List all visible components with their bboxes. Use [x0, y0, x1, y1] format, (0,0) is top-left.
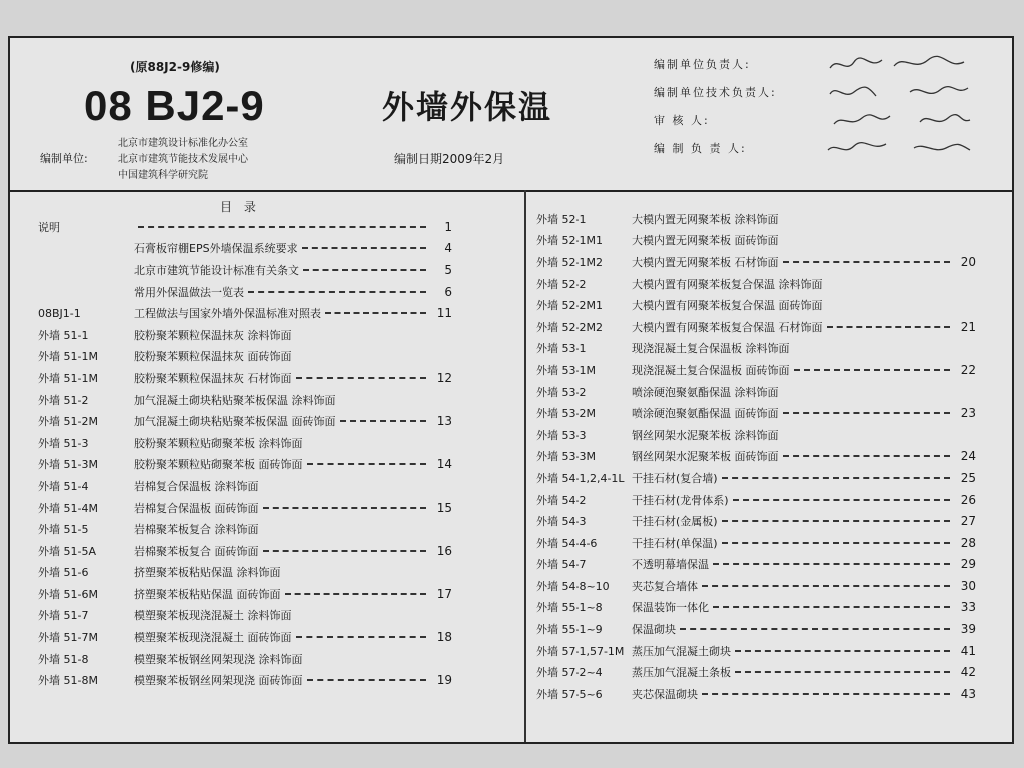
toc-entry-code: 外墙 57-2~4: [536, 666, 603, 680]
compiling-unit-label: 编制单位:: [40, 152, 88, 165]
toc-entry-name: 模塑聚苯板现浇混凝土 面砖饰面: [134, 631, 292, 645]
toc-entry: [38, 367, 452, 389]
toc-entry-code: 外墙 52-2M2: [536, 320, 603, 334]
toc-entry-name: 干挂石材(龙骨体系): [632, 493, 729, 507]
toc-entry-name: 钢丝网架水泥聚苯板 面砖饰面: [632, 450, 779, 464]
toc-entry: [536, 208, 976, 230]
toc-entry-page: 43: [960, 686, 976, 701]
title-block: [10, 38, 1012, 192]
toc-entry-name: 不透明幕墙保温: [632, 558, 709, 572]
dot-leader: [827, 326, 951, 328]
toc-entry: [536, 273, 976, 295]
toc-entry-name: 模塑聚苯板现浇混凝土 涂料饰面: [134, 609, 292, 623]
toc-entry-page: 24: [960, 449, 976, 464]
toc-entry-name: 大模内置无网聚苯板 涂料饰面: [632, 212, 779, 226]
toc-entry-page: 17: [436, 586, 452, 601]
toc-entry-name: 保温装饰一体化: [632, 601, 709, 615]
toc-entry-code: 外墙 51-3: [38, 436, 89, 450]
toc-entry-code: 外墙 57-5~6: [536, 687, 603, 701]
toc-entry-page: 16: [436, 543, 452, 558]
toc-entry: [38, 432, 452, 454]
toc-entry: [38, 238, 452, 260]
toc-entry-name: 干挂石材(金属板): [632, 515, 718, 529]
toc-entry-page: 15: [436, 500, 452, 515]
dot-leader: [296, 377, 427, 379]
toc-entry-page: 18: [436, 630, 452, 645]
toc-entry-code: 外墙 52-1M1: [536, 234, 603, 248]
toc-entry: [536, 510, 976, 532]
toc-entry-code: 外墙 51-6M: [38, 587, 98, 601]
signature-block: [654, 50, 994, 162]
toc-entry: [38, 518, 452, 540]
toc-entry-name: 石膏板帘棚EPS外墙保温系统要求: [134, 242, 298, 256]
toc-entry: [536, 446, 976, 468]
dot-leader: [702, 693, 950, 695]
toc-entry: [38, 302, 452, 324]
toc-entry-name: 蒸压加气混凝土砌块: [632, 644, 731, 658]
toc-entry-page: 12: [436, 370, 452, 385]
toc-entry-code: 外墙 51-1M: [38, 350, 98, 364]
toc-entry-name: 夹芯保温砌块: [632, 687, 698, 701]
dot-leader: [680, 628, 950, 630]
toc-entry-code: 外墙 54-1,2,4-1L: [536, 471, 625, 485]
toc-entry-code: 外墙 51-3M: [38, 458, 98, 472]
dot-leader: [263, 507, 427, 509]
toc-entry-code: 外墙 51-2: [38, 393, 89, 407]
toc-entry-name: 加气混凝土砌块粘贴聚苯板保温 面砖饰面: [134, 415, 336, 429]
toc-entry: [536, 316, 976, 338]
toc-entry-name: 胶粉聚苯颗粒贴砌聚苯板 涂料饰面: [134, 436, 303, 450]
toc-entry-code: 外墙 51-5: [38, 523, 89, 537]
toc-entry-name: 挤塑聚苯板粘贴保温 面砖饰面: [134, 587, 281, 601]
toc-entry-page: 41: [960, 643, 976, 658]
signature-role: 编制单位负责人:: [654, 58, 751, 71]
toc-entry: [38, 605, 452, 627]
toc-entry-code: 外墙 51-1M: [38, 371, 98, 385]
toc-entry: [536, 359, 976, 381]
toc-entry-name: 喷涂硬泡聚氨酯保温 面砖饰面: [632, 407, 779, 421]
toc-entry: [38, 669, 452, 691]
toc-entry-name: 大模内置无网聚苯板 面砖饰面: [632, 234, 779, 248]
toc-entry-page: 14: [436, 457, 452, 472]
toc-entry: [536, 575, 976, 597]
toc-entry: [38, 346, 452, 368]
toc-entry-name: 加气混凝土砌块粘贴聚苯板保温 涂料饰面: [134, 393, 336, 407]
toc-right-column: [536, 208, 976, 705]
toc-entry-page: 28: [960, 535, 976, 550]
toc-entry: [38, 648, 452, 670]
toc-entry: [38, 410, 452, 432]
toc-entry-page: 23: [960, 406, 976, 421]
toc-entry-page: 39: [960, 622, 976, 637]
toc-entry-code: 外墙 53-2M: [536, 407, 596, 421]
toc-left-column: [38, 216, 452, 691]
handwritten-signature: [824, 52, 974, 76]
toc-entry: [38, 281, 452, 303]
toc-entry: [536, 402, 976, 424]
toc-entry-name: 大模内置有网聚苯板复合保温 面砖饰面: [632, 299, 823, 313]
dot-leader: [138, 226, 426, 228]
handwritten-signature: [824, 80, 974, 104]
dot-leader: [794, 369, 951, 371]
toc-entry-name: 模塑聚苯板钢丝网架现浇 涂料饰面: [134, 652, 303, 666]
toc-entry-code: 外墙 53-1M: [536, 363, 596, 377]
document-title: 外墙外保温: [382, 88, 553, 126]
toc-entry-page: 22: [960, 362, 976, 377]
compile-date: 编制日期2009年2月: [394, 152, 505, 166]
toc-entry: [38, 216, 452, 238]
dot-leader: [307, 463, 427, 465]
toc-entry-name: 胶粉聚苯颗粒保温抹灰 面砖饰面: [134, 350, 292, 364]
toc-entry-page: 19: [436, 673, 452, 688]
toc-entry: [536, 338, 976, 360]
toc-entry-name: 模塑聚苯板钢丝网架现浇 面砖饰面: [134, 674, 303, 688]
dot-leader: [302, 247, 426, 249]
signature-role: 编 制 负 责 人:: [654, 142, 747, 155]
signature-role: 审 核 人:: [654, 114, 710, 127]
toc-entry: [38, 324, 452, 346]
toc-entry-code: 外墙 55-1~9: [536, 623, 603, 637]
toc-entry-code: 外墙 54-2: [536, 493, 587, 507]
toc-entry: [536, 294, 976, 316]
compiling-unit: 北京市建筑设计标准化办公室: [118, 138, 248, 149]
dot-leader: [248, 291, 426, 293]
toc-entry-code: 外墙 52-2: [536, 277, 587, 291]
toc-entry-page: 30: [960, 578, 976, 593]
toc-entry: [38, 626, 452, 648]
table-of-contents: [10, 190, 1012, 742]
toc-entry-name: 岩棉聚苯板复合 面砖饰面: [134, 544, 259, 558]
toc-entry-page: 21: [960, 319, 976, 334]
signature-role: 编制单位技术负责人:: [654, 86, 777, 99]
toc-entry: [536, 532, 976, 554]
toc-entry-page: 5: [444, 262, 452, 277]
toc-entry-code: 外墙 51-7: [38, 609, 89, 623]
toc-entry: [38, 583, 452, 605]
toc-entry: [536, 554, 976, 576]
toc-entry: [536, 381, 976, 403]
handwritten-signature: [824, 136, 974, 160]
dot-leader: [783, 261, 951, 263]
toc-entry-page: 42: [960, 665, 976, 680]
toc-entry-code: 外墙 52-1: [536, 212, 587, 226]
toc-entry-page: 29: [960, 557, 976, 572]
toc-heading: 目 录: [220, 200, 260, 214]
dot-leader: [722, 542, 950, 544]
toc-entry-page: 26: [960, 492, 976, 507]
toc-entry-name: 胶粉聚苯颗粒保温抹灰 涂料饰面: [134, 328, 292, 342]
toc-entry-code: 外墙 54-4-6: [536, 536, 598, 550]
toc-entry-code: 外墙 51-2M: [38, 415, 98, 429]
dot-leader: [713, 606, 950, 608]
toc-entry-name: 干挂石材(单保温): [632, 536, 718, 550]
toc-entry-name: 现浇混凝土复合保温板 涂料饰面: [632, 342, 790, 356]
toc-entry: [536, 467, 976, 489]
toc-entry-name: 现浇混凝土复合保温板 面砖饰面: [632, 363, 790, 377]
toc-entry-name: 钢丝网架水泥聚苯板 涂料饰面: [632, 428, 779, 442]
toc-entry: [38, 497, 452, 519]
column-divider: [524, 190, 526, 742]
toc-entry-page: 13: [436, 414, 452, 429]
toc-entry-name: 工程做法与国家外墙外保温标准对照表: [134, 307, 321, 321]
toc-entry: [536, 640, 976, 662]
toc-entry-page: 6: [444, 284, 452, 299]
compiling-unit: 北京市建筑节能技术发展中心: [118, 154, 248, 165]
toc-entry-code: 外墙 51-4M: [38, 501, 98, 515]
toc-entry-name: 挤塑聚苯板粘贴保温 涂料饰面: [134, 566, 281, 580]
compiling-units: [118, 136, 248, 184]
toc-entry-code: 外墙 51-8M: [38, 674, 98, 688]
toc-entry-name: 夹芯复合墙体: [632, 579, 698, 593]
toc-entry-name: 岩棉复合保温板 面砖饰面: [134, 501, 259, 515]
toc-entry-page: 20: [960, 254, 976, 269]
toc-entry-code: 外墙 54-7: [536, 558, 587, 572]
toc-entry-page: 33: [960, 600, 976, 615]
toc-entry: [536, 424, 976, 446]
toc-entry-name: 大模内置有网聚苯板复合保温 涂料饰面: [632, 277, 823, 291]
signature-row: [654, 50, 994, 78]
toc-entry-name: 胶粉聚苯颗粒贴砌聚苯板 面砖饰面: [134, 458, 303, 472]
dot-leader: [713, 563, 950, 565]
toc-entry: [536, 597, 976, 619]
toc-entry-name: 北京市建筑节能设计标准有关条文: [134, 263, 299, 277]
dot-leader: [307, 679, 427, 681]
document-sheet: [8, 36, 1014, 744]
toc-entry: [38, 540, 452, 562]
atlas-code: 08 BJ2-9: [84, 82, 265, 129]
toc-entry: [536, 251, 976, 273]
dot-leader: [722, 477, 950, 479]
handwritten-signature: [824, 108, 974, 132]
toc-entry-name: 岩棉复合保温板 涂料饰面: [134, 479, 259, 493]
toc-entry-name: 胶粉聚苯颗粒保温抹灰 石材饰面: [134, 371, 292, 385]
toc-entry-code: 说明: [38, 220, 60, 234]
toc-entry-name: 保温砌块: [632, 623, 676, 637]
toc-entry-name: 常用外保温做法一览表: [134, 285, 244, 299]
toc-entry: [536, 618, 976, 640]
toc-entry-code: 外墙 51-8: [38, 652, 89, 666]
toc-entry-code: 外墙 51-4: [38, 479, 89, 493]
dot-leader: [735, 650, 950, 652]
toc-entry-code: 外墙 54-3: [536, 515, 587, 529]
toc-entry-code: 外墙 51-1: [38, 328, 89, 342]
dot-leader: [285, 593, 427, 595]
dot-leader: [263, 550, 427, 552]
toc-entry: [536, 683, 976, 705]
dot-leader: [735, 671, 950, 673]
dot-leader: [722, 520, 950, 522]
toc-entry-name: 蒸压加气混凝土条板: [632, 666, 731, 680]
toc-entry-code: 外墙 52-2M1: [536, 299, 603, 313]
dot-leader: [783, 412, 951, 414]
toc-entry-code: 外墙 53-3M: [536, 450, 596, 464]
toc-entry-page: 11: [436, 306, 452, 321]
dot-leader: [296, 636, 427, 638]
toc-entry-code: 外墙 51-6: [38, 566, 89, 580]
dot-leader: [702, 585, 950, 587]
dot-leader: [303, 269, 426, 271]
toc-entry-name: 干挂石材(复合墙): [632, 471, 718, 485]
original-code: (原88J2-9修编): [130, 60, 220, 74]
signature-row: [654, 78, 994, 106]
dot-leader: [340, 420, 427, 422]
signature-row: [654, 106, 994, 134]
dot-leader: [733, 499, 950, 501]
toc-entry-code: 外墙 55-1~8: [536, 601, 603, 615]
compiling-unit: 中国建筑科学研究院: [118, 170, 208, 181]
toc-entry: [536, 661, 976, 683]
toc-entry: [38, 475, 452, 497]
toc-entry-code: 外墙 53-3: [536, 428, 587, 442]
dot-leader: [325, 312, 426, 314]
toc-entry-name: 喷涂硬泡聚氨酯保温 涂料饰面: [632, 385, 779, 399]
toc-entry: [536, 230, 976, 252]
toc-entry: [38, 454, 452, 476]
toc-entry-page: 25: [960, 470, 976, 485]
toc-entry-name: 大模内置无网聚苯板 石材饰面: [632, 255, 779, 269]
toc-entry: [38, 562, 452, 584]
toc-entry-code: 外墙 51-7M: [38, 631, 98, 645]
toc-entry-code: 外墙 54-8~10: [536, 579, 610, 593]
toc-entry-code: 外墙 53-2: [536, 385, 587, 399]
toc-entry-name: 岩棉聚苯板复合 涂料饰面: [134, 523, 259, 537]
dot-leader: [783, 455, 951, 457]
signature-row: [654, 134, 994, 162]
toc-entry: [38, 389, 452, 411]
toc-entry-code: 外墙 57-1,57-1M: [536, 644, 625, 658]
toc-entry: [38, 259, 452, 281]
toc-entry-name: 大模内置有网聚苯板复合保温 石材饰面: [632, 320, 823, 334]
toc-entry-page: 4: [444, 241, 452, 256]
toc-entry-code: 外墙 51-5A: [38, 544, 96, 558]
toc-entry: [536, 489, 976, 511]
toc-entry-page: 1: [444, 219, 452, 234]
toc-entry-code: 外墙 52-1M2: [536, 255, 603, 269]
toc-entry-page: 27: [960, 514, 976, 529]
toc-entry-code: 08BJ1-1: [38, 306, 81, 320]
toc-entry-code: 外墙 53-1: [536, 342, 587, 356]
